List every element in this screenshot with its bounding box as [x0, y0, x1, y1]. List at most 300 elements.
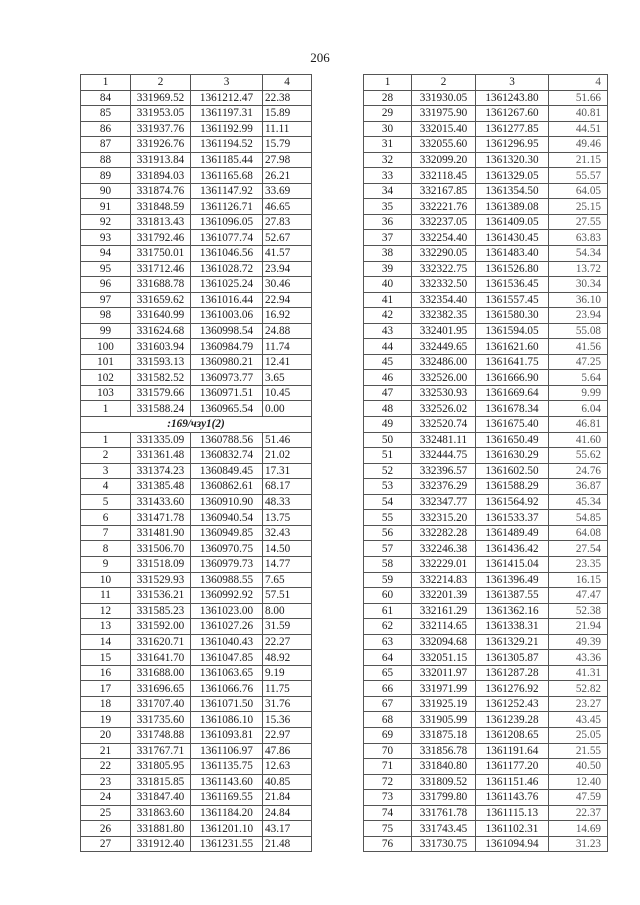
point-number-cell: 38 [364, 246, 412, 262]
distance-cell: 23.35 [549, 556, 608, 572]
x-coordinate-cell: 332099.20 [412, 152, 476, 168]
point-number-cell: 41 [364, 292, 412, 308]
y-coordinate-cell: 1361666.90 [476, 370, 549, 386]
point-number-cell: 56 [364, 525, 412, 541]
distance-cell: 16.92 [263, 308, 312, 324]
distance-cell: 30.46 [263, 277, 312, 293]
distance-cell: 40.85 [263, 774, 312, 790]
x-coordinate-cell: 332282.28 [412, 525, 476, 541]
y-coordinate-cell: 1361669.64 [476, 385, 549, 401]
x-coordinate-cell: 331750.01 [131, 246, 191, 262]
x-coordinate-cell: 331743.45 [412, 821, 476, 837]
y-coordinate-cell: 1360992.92 [191, 588, 263, 604]
distance-cell: 5.64 [549, 370, 608, 386]
table-row [364, 805, 608, 821]
y-coordinate-cell: 1361201.10 [191, 821, 263, 837]
y-coordinate-cell: 1361063.65 [191, 665, 263, 681]
x-coordinate-cell: 331471.78 [131, 510, 191, 526]
point-number-cell: 48 [364, 401, 412, 417]
distance-cell: 49.39 [549, 634, 608, 650]
distance-cell: 4 [549, 75, 608, 91]
point-number-cell: 28 [364, 90, 412, 106]
y-coordinate-cell: 1361252.43 [476, 696, 549, 712]
table-row [81, 308, 312, 324]
x-coordinate-cell: 331748.88 [131, 727, 191, 743]
x-coordinate-cell: 332167.85 [412, 183, 476, 199]
y-coordinate-cell: 1361533.37 [476, 510, 549, 526]
x-coordinate-cell: 331374.23 [131, 463, 191, 479]
y-coordinate-cell: 1361557.45 [476, 292, 549, 308]
y-coordinate-cell: 1361046.56 [191, 246, 263, 262]
x-coordinate-cell: 331840.80 [412, 759, 476, 775]
point-number-cell: 100 [81, 339, 131, 355]
y-coordinate-cell: 1360970.75 [191, 541, 263, 557]
distance-cell: 51.46 [263, 432, 312, 448]
x-coordinate-cell: 331688.00 [131, 665, 191, 681]
x-coordinate-cell: 331588.24 [131, 401, 191, 417]
point-number-cell: 71 [364, 759, 412, 775]
table-row [364, 401, 608, 417]
y-coordinate-cell: 1361143.76 [476, 790, 549, 806]
y-coordinate-cell: 1360998.54 [191, 323, 263, 339]
y-coordinate-cell: 1361580.30 [476, 308, 549, 324]
distance-cell: 21.94 [549, 619, 608, 635]
distance-cell: 11.74 [263, 339, 312, 355]
distance-cell: 32.43 [263, 525, 312, 541]
x-coordinate-cell: 331767.71 [131, 743, 191, 759]
distance-cell: 21.15 [549, 152, 608, 168]
distance-cell: 51.66 [549, 90, 608, 106]
y-coordinate-cell: 1361489.49 [476, 525, 549, 541]
point-number-cell: 89 [81, 168, 131, 184]
x-coordinate-cell: 331579.66 [131, 385, 191, 401]
distance-cell: 26.21 [263, 168, 312, 184]
y-coordinate-cell: 1361212.47 [191, 90, 263, 106]
distance-cell: 31.23 [549, 836, 608, 852]
x-coordinate-cell: 332094.68 [412, 634, 476, 650]
point-number-cell: 70 [364, 743, 412, 759]
distance-cell: 12.40 [549, 774, 608, 790]
y-coordinate-cell: 1361436.42 [476, 541, 549, 557]
x-coordinate-cell: 331624.68 [131, 323, 191, 339]
x-coordinate-cell: 332401.95 [412, 323, 476, 339]
table-row [364, 525, 608, 541]
distance-cell: 16.15 [549, 572, 608, 588]
x-coordinate-cell: 331912.40 [131, 836, 191, 852]
table-row [81, 665, 312, 681]
y-coordinate-cell: 1361362.16 [476, 603, 549, 619]
point-number-cell: 9 [81, 556, 131, 572]
x-coordinate-cell: 332347.77 [412, 494, 476, 510]
x-coordinate-cell: 332530.93 [412, 385, 476, 401]
x-coordinate-cell: 331881.80 [131, 821, 191, 837]
y-coordinate-cell: 1360832.74 [191, 448, 263, 464]
y-coordinate-cell: 1361040.43 [191, 634, 263, 650]
point-number-cell: 65 [364, 665, 412, 681]
distance-cell: 41.56 [549, 339, 608, 355]
distance-cell: 6.04 [549, 401, 608, 417]
table-row [81, 821, 312, 837]
point-number-cell: 25 [81, 805, 131, 821]
table-row [364, 759, 608, 775]
y-coordinate-cell: 1361602.50 [476, 463, 549, 479]
point-number-cell: 33 [364, 168, 412, 184]
table-row [81, 292, 312, 308]
distance-cell: 43.45 [549, 712, 608, 728]
distance-cell: 27.83 [263, 214, 312, 230]
y-coordinate-cell: 1361184.20 [191, 805, 263, 821]
distance-cell: 10.45 [263, 385, 312, 401]
y-coordinate-cell: 1361287.28 [476, 665, 549, 681]
x-coordinate-cell: 331894.03 [131, 168, 191, 184]
point-number-cell: 40 [364, 277, 412, 293]
y-coordinate-cell: 1361564.92 [476, 494, 549, 510]
point-number-cell: 45 [364, 354, 412, 370]
distance-cell: 11.11 [263, 121, 312, 137]
x-coordinate-cell: 332486.00 [412, 354, 476, 370]
point-number-cell: 49 [364, 417, 412, 433]
point-number-cell: 98 [81, 308, 131, 324]
distance-cell: 40.81 [549, 106, 608, 122]
y-coordinate-cell: 1360984.79 [191, 339, 263, 355]
table-row [364, 634, 608, 650]
point-number-cell: 6 [81, 510, 131, 526]
x-coordinate-cell: 331603.94 [131, 339, 191, 355]
x-coordinate-cell: 331969.52 [131, 90, 191, 106]
point-number-cell: 5 [81, 494, 131, 510]
point-number-cell: 69 [364, 727, 412, 743]
x-coordinate-cell: 331696.65 [131, 681, 191, 697]
y-coordinate-cell: 1361354.50 [476, 183, 549, 199]
point-number-cell: 22 [81, 759, 131, 775]
section-label: :169/чзу1(2) [81, 417, 312, 433]
table-row [364, 696, 608, 712]
table-row [81, 712, 312, 728]
point-number-cell: 16 [81, 665, 131, 681]
x-coordinate-cell: 332214.83 [412, 572, 476, 588]
point-number-cell: 14 [81, 634, 131, 650]
table-row [81, 541, 312, 557]
x-coordinate-cell: 331518.09 [131, 556, 191, 572]
x-coordinate-cell: 331433.60 [131, 494, 191, 510]
point-number-cell: 29 [364, 106, 412, 122]
x-coordinate-cell: 332015.40 [412, 121, 476, 137]
table-row [364, 370, 608, 386]
distance-cell: 21.02 [263, 448, 312, 464]
table-row [81, 572, 312, 588]
x-coordinate-cell: 332011.97 [412, 665, 476, 681]
distance-cell: 64.05 [549, 183, 608, 199]
table-row [81, 759, 312, 775]
table-row [81, 121, 312, 137]
point-number-cell: 102 [81, 370, 131, 386]
point-number-cell: 20 [81, 727, 131, 743]
point-number-cell: 1 [81, 401, 131, 417]
distance-cell: 44.51 [549, 121, 608, 137]
x-coordinate-cell: 332526.02 [412, 401, 476, 417]
table-row [364, 448, 608, 464]
x-coordinate-cell: 331335.09 [131, 432, 191, 448]
point-number-cell: 103 [81, 385, 131, 401]
table-row [81, 510, 312, 526]
distance-cell: 15.36 [263, 712, 312, 728]
x-coordinate-cell: 331707.40 [131, 696, 191, 712]
point-number-cell: 50 [364, 432, 412, 448]
point-number-cell: 60 [364, 588, 412, 604]
y-coordinate-cell: 1360949.85 [191, 525, 263, 541]
point-number-cell: 15 [81, 650, 131, 666]
distance-cell: 23.94 [549, 308, 608, 324]
table-row [81, 246, 312, 262]
point-number-cell: 74 [364, 805, 412, 821]
distance-cell: 0.00 [263, 401, 312, 417]
table-row [81, 230, 312, 246]
point-number-cell: 39 [364, 261, 412, 277]
table-row [81, 90, 312, 106]
table-header-row [364, 75, 608, 91]
distance-cell: 3.65 [263, 370, 312, 386]
table-row [81, 619, 312, 635]
distance-cell: 31.76 [263, 696, 312, 712]
table-row [81, 836, 312, 852]
x-coordinate-cell: 332237.05 [412, 214, 476, 230]
table-row [364, 121, 608, 137]
x-coordinate-cell: 331813.43 [131, 214, 191, 230]
y-coordinate-cell: 1361650.49 [476, 432, 549, 448]
distance-cell: 17.31 [263, 463, 312, 479]
point-number-cell: 92 [81, 214, 131, 230]
point-number-cell: 67 [364, 696, 412, 712]
table-row [81, 774, 312, 790]
distance-cell: 63.83 [549, 230, 608, 246]
table-row [364, 603, 608, 619]
distance-cell: 64.08 [549, 525, 608, 541]
x-coordinate-cell: 331593.13 [131, 354, 191, 370]
y-coordinate-cell: 1361047.85 [191, 650, 263, 666]
y-coordinate-cell: 1361028.72 [191, 261, 263, 277]
coordinates-table-right [363, 74, 608, 852]
x-coordinate-cell: 331975.90 [412, 106, 476, 122]
y-coordinate-cell: 1361094.94 [476, 836, 549, 852]
y-coordinate-cell: 1361588.29 [476, 479, 549, 495]
x-coordinate-cell: 332354.40 [412, 292, 476, 308]
distance-cell: 47.47 [549, 588, 608, 604]
point-number-cell: 99 [81, 323, 131, 339]
distance-cell: 22.37 [549, 805, 608, 821]
distance-cell: 9.19 [263, 665, 312, 681]
point-number-cell: 101 [81, 354, 131, 370]
y-coordinate-cell: 1361086.10 [191, 712, 263, 728]
point-number-cell: 30 [364, 121, 412, 137]
table-row [81, 681, 312, 697]
x-coordinate-cell: 2 [412, 75, 476, 91]
distance-cell: 9.99 [549, 385, 608, 401]
y-coordinate-cell: 1360940.54 [191, 510, 263, 526]
y-coordinate-cell: 1361071.50 [191, 696, 263, 712]
distance-cell: 15.79 [263, 137, 312, 153]
y-coordinate-cell: 1361093.81 [191, 727, 263, 743]
distance-cell: 31.59 [263, 619, 312, 635]
x-coordinate-cell: 332444.75 [412, 448, 476, 464]
y-coordinate-cell: 1360910.90 [191, 494, 263, 510]
x-coordinate-cell: 331730.75 [412, 836, 476, 852]
x-coordinate-cell: 331582.52 [131, 370, 191, 386]
y-coordinate-cell: 1361102.31 [476, 821, 549, 837]
y-coordinate-cell: 1361239.28 [476, 712, 549, 728]
x-coordinate-cell: 332481.11 [412, 432, 476, 448]
x-coordinate-cell: 331930.05 [412, 90, 476, 106]
point-number-cell: 94 [81, 246, 131, 262]
distance-cell: 21.55 [549, 743, 608, 759]
distance-cell: 11.75 [263, 681, 312, 697]
distance-cell: 36.87 [549, 479, 608, 495]
distance-cell: 22.94 [263, 292, 312, 308]
x-coordinate-cell: 332051.15 [412, 650, 476, 666]
distance-cell: 4 [263, 75, 312, 91]
y-coordinate-cell: 1361027.26 [191, 619, 263, 635]
point-number-cell: 17 [81, 681, 131, 697]
distance-cell: 47.59 [549, 790, 608, 806]
table-row [364, 432, 608, 448]
x-coordinate-cell: 331792.46 [131, 230, 191, 246]
point-number-cell: 64 [364, 650, 412, 666]
x-coordinate-cell: 332114.65 [412, 619, 476, 635]
y-coordinate-cell: 1361320.30 [476, 152, 549, 168]
y-coordinate-cell: 1361096.05 [191, 214, 263, 230]
y-coordinate-cell: 1360971.51 [191, 385, 263, 401]
distance-cell: 15.89 [263, 106, 312, 122]
distance-cell: 43.36 [549, 650, 608, 666]
y-coordinate-cell: 1361338.31 [476, 619, 549, 635]
point-number-cell: 96 [81, 277, 131, 293]
point-number-cell: 1 [81, 75, 131, 91]
y-coordinate-cell: 1361389.08 [476, 199, 549, 215]
y-coordinate-cell: 1361147.92 [191, 183, 263, 199]
distance-cell: 46.81 [549, 417, 608, 433]
x-coordinate-cell: 332246.38 [412, 541, 476, 557]
table-row [364, 168, 608, 184]
table-row [81, 727, 312, 743]
table-row [364, 152, 608, 168]
x-coordinate-cell: 331640.99 [131, 308, 191, 324]
y-coordinate-cell: 1360965.54 [191, 401, 263, 417]
point-number-cell: 19 [81, 712, 131, 728]
point-number-cell: 51 [364, 448, 412, 464]
point-number-cell: 24 [81, 790, 131, 806]
distance-cell: 47.86 [263, 743, 312, 759]
point-number-cell: 43 [364, 323, 412, 339]
table-row [364, 541, 608, 557]
x-coordinate-cell: 331735.60 [131, 712, 191, 728]
table-row [364, 199, 608, 215]
point-number-cell: 13 [81, 619, 131, 635]
distance-cell: 27.98 [263, 152, 312, 168]
point-number-cell: 91 [81, 199, 131, 215]
x-coordinate-cell: 331847.40 [131, 790, 191, 806]
point-number-cell: 90 [81, 183, 131, 199]
distance-cell: 25.05 [549, 727, 608, 743]
distance-cell: 21.84 [263, 790, 312, 806]
y-coordinate-cell: 1361387.55 [476, 588, 549, 604]
x-coordinate-cell: 331953.05 [131, 106, 191, 122]
table-row [81, 385, 312, 401]
x-coordinate-cell: 331875.18 [412, 727, 476, 743]
distance-cell: 57.51 [263, 588, 312, 604]
x-coordinate-cell: 331506.70 [131, 541, 191, 557]
x-coordinate-cell: 331815.85 [131, 774, 191, 790]
y-coordinate-cell: 1361077.74 [191, 230, 263, 246]
x-coordinate-cell: 331688.78 [131, 277, 191, 293]
distance-cell: 48.92 [263, 650, 312, 666]
point-number-cell: 12 [81, 603, 131, 619]
x-coordinate-cell: 332055.60 [412, 137, 476, 153]
coordinates-table-left [80, 74, 312, 852]
point-number-cell: 97 [81, 292, 131, 308]
point-number-cell: 63 [364, 634, 412, 650]
point-number-cell: 93 [81, 230, 131, 246]
y-coordinate-cell: 1361208.65 [476, 727, 549, 743]
y-coordinate-cell: 3 [191, 75, 263, 91]
distance-cell: 41.31 [549, 665, 608, 681]
y-coordinate-cell: 1361277.85 [476, 121, 549, 137]
distance-cell: 14.69 [549, 821, 608, 837]
x-coordinate-cell: 331937.76 [131, 121, 191, 137]
table-row [81, 650, 312, 666]
point-number-cell: 3 [81, 463, 131, 479]
x-coordinate-cell: 331799.80 [412, 790, 476, 806]
table-row [364, 743, 608, 759]
table-row [364, 510, 608, 526]
table-row [364, 821, 608, 837]
distance-cell: 22.27 [263, 634, 312, 650]
y-coordinate-cell: 1361483.40 [476, 246, 549, 262]
y-coordinate-cell: 1361194.52 [191, 137, 263, 153]
x-coordinate-cell: 331856.78 [412, 743, 476, 759]
y-coordinate-cell: 1361003.06 [191, 308, 263, 324]
distance-cell: 36.10 [549, 292, 608, 308]
point-number-cell: 1 [364, 75, 412, 91]
y-coordinate-cell: 1360979.73 [191, 556, 263, 572]
y-coordinate-cell: 1361151.46 [476, 774, 549, 790]
distance-cell: 24.88 [263, 323, 312, 339]
distance-cell: 24.84 [263, 805, 312, 821]
table-row [81, 696, 312, 712]
table-row [81, 603, 312, 619]
x-coordinate-cell: 331659.62 [131, 292, 191, 308]
x-coordinate-cell: 331971.99 [412, 681, 476, 697]
point-number-cell: 2 [81, 448, 131, 464]
point-number-cell: 1 [81, 432, 131, 448]
x-coordinate-cell: 331620.71 [131, 634, 191, 650]
point-number-cell: 26 [81, 821, 131, 837]
y-coordinate-cell: 1360973.77 [191, 370, 263, 386]
distance-cell: 49.46 [549, 137, 608, 153]
distance-cell: 55.62 [549, 448, 608, 464]
point-number-cell: 54 [364, 494, 412, 510]
table-row [81, 743, 312, 759]
distance-cell: 27.55 [549, 214, 608, 230]
point-number-cell: 23 [81, 774, 131, 790]
point-number-cell: 37 [364, 230, 412, 246]
table-row [81, 634, 312, 650]
point-number-cell: 88 [81, 152, 131, 168]
point-number-cell: 27 [81, 836, 131, 852]
point-number-cell: 4 [81, 479, 131, 495]
y-coordinate-cell: 1361231.55 [191, 836, 263, 852]
table-row [364, 137, 608, 153]
y-coordinate-cell: 1361396.49 [476, 572, 549, 588]
x-coordinate-cell: 332161.29 [412, 603, 476, 619]
